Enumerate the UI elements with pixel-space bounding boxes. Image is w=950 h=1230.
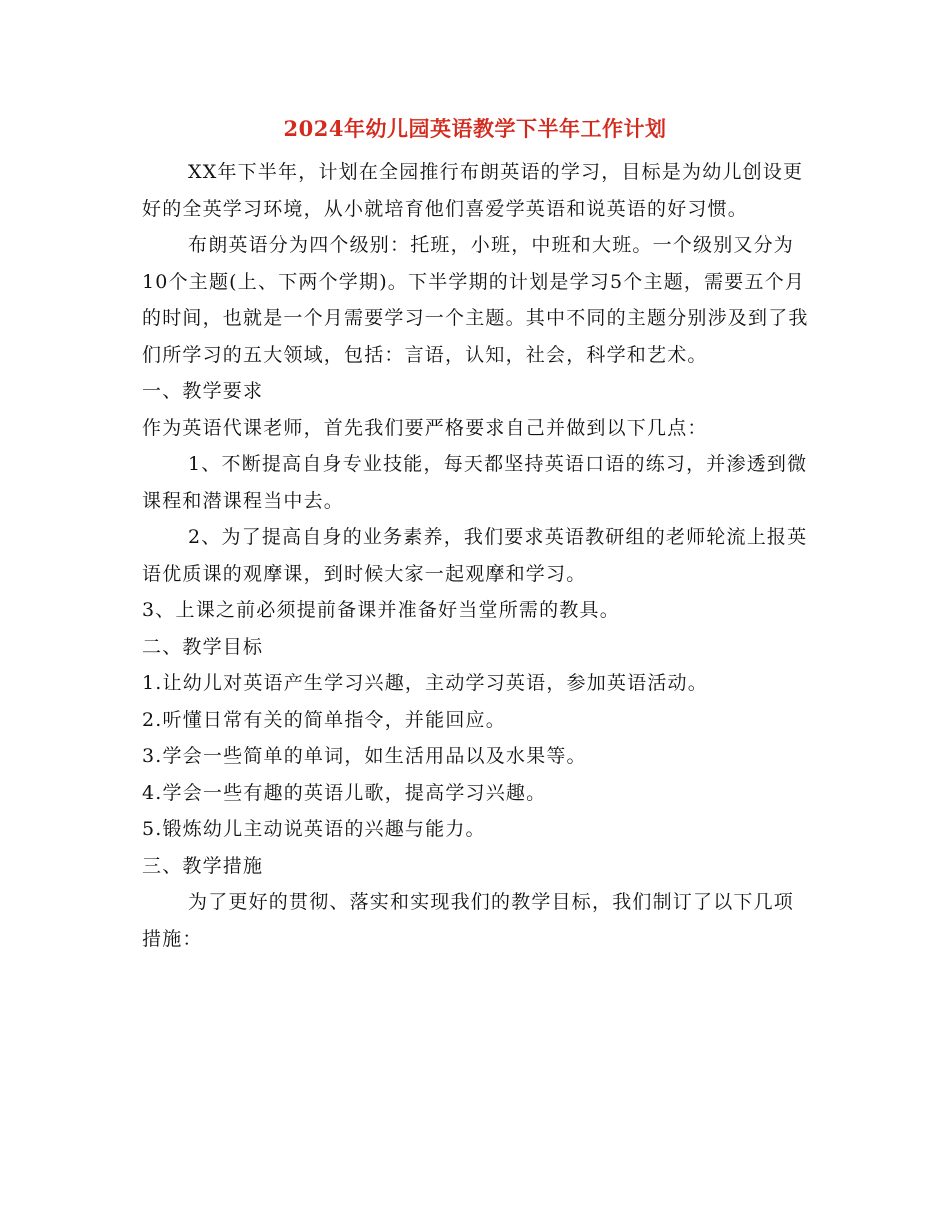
goal-item-4: 4.学会一些有趣的英语儿歌，提高学习兴趣。 — [142, 781, 547, 804]
goal-item-3: 3.学会一些简单的单词，如生活用品以及水果等。 — [142, 745, 587, 767]
section-heading-requirements: 一、教学要求 — [142, 380, 264, 402]
section-heading-measures: 三、教学措施 — [142, 854, 264, 877]
paragraph-measures-intro: 为了更好的贯彻、落实和实现我们的教学目标，我们制订了以下几项措施： — [142, 891, 795, 950]
document-title: 2024年幼儿园英语教学下半年工作计划 — [283, 116, 667, 141]
requirement-item-2: 2、为了提高自身的业务素养，我们要求英语教研组的老师轮流上报英语优质课的观摩课，到时候大家一起观摩和学习。 — [142, 526, 808, 585]
requirement-item-3: 3、上课之前必须提前备课并准备好当堂所需的教具。 — [142, 599, 620, 621]
section-heading-goals: 二、教学目标 — [142, 635, 264, 658]
goal-item-5: 5.锻炼幼儿主动说英语的兴趣与能力。 — [142, 818, 486, 840]
goal-item-1: 1.让幼儿对英语产生学习兴趣，主动学习英语，参加英语活动。 — [142, 672, 708, 694]
requirement-item-1: 1、不断提高自身专业技能，每天都坚持英语口语的练习，并渗透到微课程和潜课程当中去。 — [142, 453, 808, 512]
paragraph-levels: 布朗英语分为四个级别：托班，小班，中班和大班。一个级别又分为10个主题(上、下两个学期)。下半学期的计划是学习5个主题，需要五个月的时间，也就是一个月需要学习一个主题。其中不同的主题分别涉及到了我们所学习的五大领域，包括：言语，认知，社会，科学和艺术。 — [142, 234, 809, 366]
paragraph-intro: XX年下半年，计划在全园推行布朗英语的学习，目标是为幼儿创设更好的全英学习环境，从小就培育他们喜爱学英语和说英语的好习惯。 — [142, 161, 804, 220]
paragraph-requirements-intro: 作为英语代课老师，首先我们要严格要求自己并做到以下几点： — [142, 416, 708, 439]
document-body — [142, 154, 810, 957]
goal-item-2: 2.听懂日常有关的简单指令，并能回应。 — [142, 708, 506, 731]
